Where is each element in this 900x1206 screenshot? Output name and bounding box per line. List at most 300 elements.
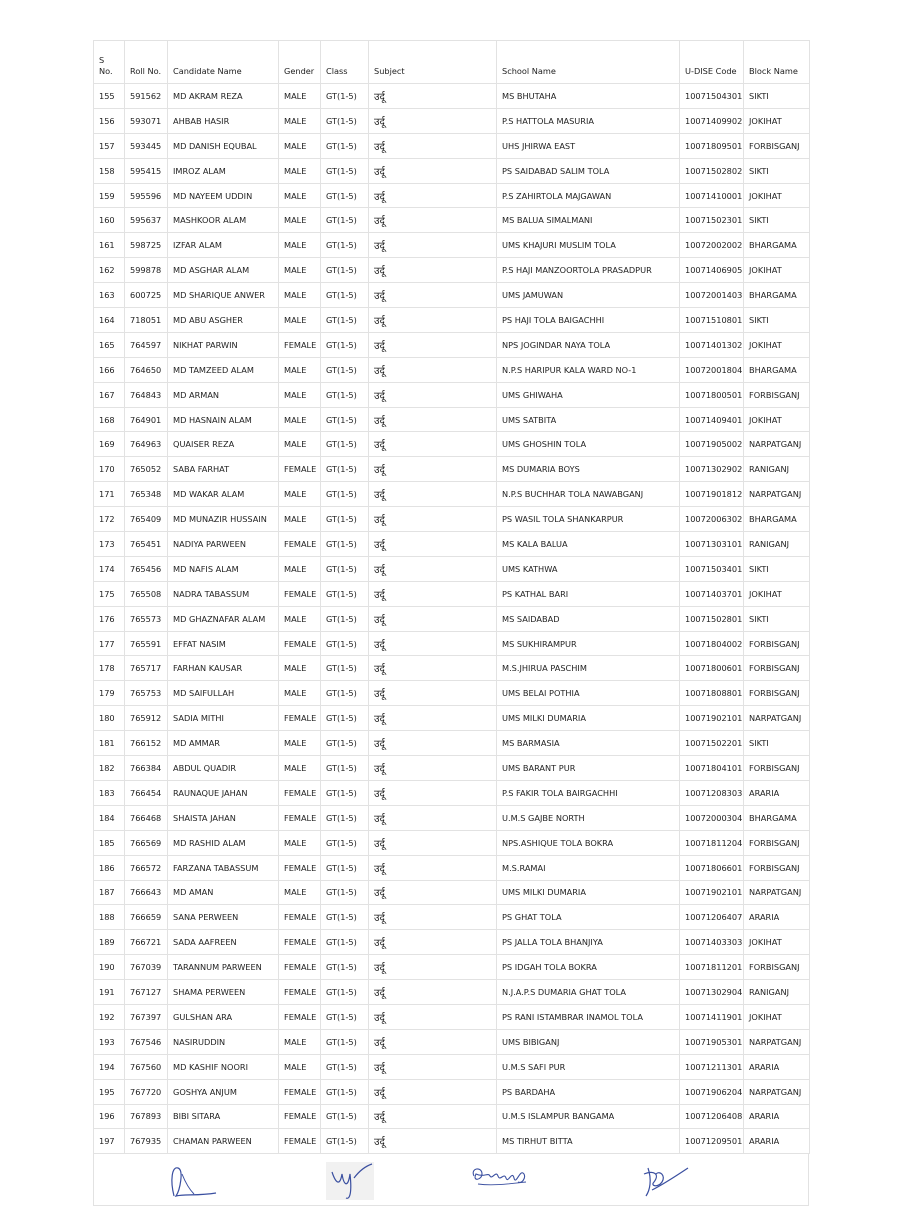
cell-roll-no: 765052 <box>125 457 168 482</box>
cell-candidate-name: MD NAFIS ALAM <box>168 556 279 581</box>
table-row <box>94 84 810 109</box>
cell-sno: 184 <box>94 805 125 830</box>
cell-sno: 158 <box>94 158 125 183</box>
cell-block-name: SIKTI <box>744 84 810 109</box>
cell-candidate-name: MD ARMAN <box>168 382 279 407</box>
cell-udise-code: 10072001403 <box>680 283 744 308</box>
cell-block-name: JOKIHAT <box>744 1004 810 1029</box>
cell-block-name: NARPATGANJ <box>744 482 810 507</box>
cell-udise-code: 10071804101 <box>680 756 744 781</box>
cell-sno: 171 <box>94 482 125 507</box>
cell-udise-code: 10071809501 <box>680 133 744 158</box>
cell-udise-code: 10071303101 <box>680 532 744 557</box>
cell-block-name: JOKIHAT <box>744 930 810 955</box>
cell-class: GT(1-5) <box>321 1004 369 1029</box>
cell-class: GT(1-5) <box>321 830 369 855</box>
signature-1-icon <box>164 1160 224 1202</box>
cell-gender: FEMALE <box>279 780 321 805</box>
cell-sno: 180 <box>94 706 125 731</box>
cell-school-name: UMS BARANT PUR <box>497 756 680 781</box>
cell-subject: उर्दू <box>369 656 497 681</box>
cell-block-name: BHARGAMA <box>744 283 810 308</box>
table-row <box>94 756 810 781</box>
cell-subject: उर्दू <box>369 332 497 357</box>
cell-class: GT(1-5) <box>321 432 369 457</box>
cell-subject: उर्दू <box>369 407 497 432</box>
cell-school-name: UMS JAMUWAN <box>497 283 680 308</box>
cell-gender: MALE <box>279 482 321 507</box>
cell-class: GT(1-5) <box>321 1054 369 1079</box>
cell-school-name: NPS.ASHIQUE TOLA BOKRA <box>497 830 680 855</box>
cell-candidate-name: FARZANA TABASSUM <box>168 855 279 880</box>
cell-class: GT(1-5) <box>321 283 369 308</box>
cell-school-name: P.S ZAHIRTOLA MAJGAWAN <box>497 183 680 208</box>
cell-sno: 170 <box>94 457 125 482</box>
cell-udise-code: 10071504301 <box>680 84 744 109</box>
cell-candidate-name: MD MUNAZIR HUSSAIN <box>168 507 279 532</box>
cell-block-name: FORBISGANJ <box>744 631 810 656</box>
table-row <box>94 407 810 432</box>
table-header-row <box>94 41 810 84</box>
header-candidate-name: Candidate Name <box>168 41 279 84</box>
cell-roll-no: 764650 <box>125 357 168 382</box>
cell-sno: 164 <box>94 308 125 333</box>
table-row <box>94 482 810 507</box>
table-row <box>94 955 810 980</box>
table-row <box>94 208 810 233</box>
cell-candidate-name: SHAISTA JAHAN <box>168 805 279 830</box>
cell-udise-code: 10072002002 <box>680 233 744 258</box>
cell-school-name: P.S HATTOLA MASURIA <box>497 108 680 133</box>
cell-subject: उर्दू <box>369 905 497 930</box>
cell-class: GT(1-5) <box>321 805 369 830</box>
table-row <box>94 681 810 706</box>
cell-udise-code: 10071502802 <box>680 158 744 183</box>
candidate-table <box>93 40 810 1154</box>
cell-subject: उर्दू <box>369 158 497 183</box>
header-roll-no: Roll No. <box>125 41 168 84</box>
cell-subject: उर्दू <box>369 556 497 581</box>
cell-school-name: UMS BELAI POTHIA <box>497 681 680 706</box>
cell-subject: उर्दू <box>369 108 497 133</box>
cell-subject: उर्दू <box>369 183 497 208</box>
cell-gender: MALE <box>279 756 321 781</box>
cell-school-name: PS RANI ISTAMBRAR INAMOL TOLA <box>497 1004 680 1029</box>
cell-school-name: MS SUKHIRAMPUR <box>497 631 680 656</box>
cell-gender: MALE <box>279 108 321 133</box>
cell-block-name: BHARGAMA <box>744 357 810 382</box>
cell-sno: 165 <box>94 332 125 357</box>
table-row <box>94 357 810 382</box>
cell-candidate-name: CHAMAN PARWEEN <box>168 1129 279 1154</box>
cell-subject: उर्दू <box>369 84 497 109</box>
cell-sno: 188 <box>94 905 125 930</box>
cell-roll-no: 766152 <box>125 731 168 756</box>
cell-sno: 191 <box>94 980 125 1005</box>
cell-roll-no: 764597 <box>125 332 168 357</box>
cell-class: GT(1-5) <box>321 905 369 930</box>
header-udise-code: U-DISE Code <box>680 41 744 84</box>
cell-class: GT(1-5) <box>321 457 369 482</box>
table-row <box>94 731 810 756</box>
table-row <box>94 382 810 407</box>
cell-gender: MALE <box>279 407 321 432</box>
cell-block-name: FORBISGANJ <box>744 955 810 980</box>
table-row <box>94 581 810 606</box>
cell-block-name: ARARIA <box>744 1104 810 1129</box>
cell-subject: उर्दू <box>369 457 497 482</box>
cell-class: GT(1-5) <box>321 1079 369 1104</box>
cell-subject: उर्दू <box>369 208 497 233</box>
cell-roll-no: 766454 <box>125 780 168 805</box>
cell-sno: 195 <box>94 1079 125 1104</box>
cell-subject: उर्दू <box>369 880 497 905</box>
header-class: Class <box>321 41 369 84</box>
cell-candidate-name: MD ASGHAR ALAM <box>168 258 279 283</box>
cell-candidate-name: MD AMAN <box>168 880 279 905</box>
cell-school-name: MS BARMASIA <box>497 731 680 756</box>
cell-gender: FEMALE <box>279 1079 321 1104</box>
cell-class: GT(1-5) <box>321 308 369 333</box>
cell-roll-no: 767039 <box>125 955 168 980</box>
cell-gender: FEMALE <box>279 855 321 880</box>
table-row <box>94 183 810 208</box>
cell-block-name: SIKTI <box>744 606 810 631</box>
cell-udise-code: 10071502301 <box>680 208 744 233</box>
cell-sno: 157 <box>94 133 125 158</box>
table-row <box>94 432 810 457</box>
cell-gender: FEMALE <box>279 1104 321 1129</box>
cell-roll-no: 765348 <box>125 482 168 507</box>
cell-candidate-name: NADIYA PARWEEN <box>168 532 279 557</box>
cell-candidate-name: MD DANISH EQUBAL <box>168 133 279 158</box>
cell-block-name: FORBISGANJ <box>744 133 810 158</box>
cell-block-name: SIKTI <box>744 158 810 183</box>
cell-roll-no: 598725 <box>125 233 168 258</box>
cell-udise-code: 10071800501 <box>680 382 744 407</box>
cell-udise-code: 10071502801 <box>680 606 744 631</box>
cell-gender: MALE <box>279 1029 321 1054</box>
cell-gender: FEMALE <box>279 905 321 930</box>
cell-udise-code: 10071806601 <box>680 855 744 880</box>
cell-sno: 160 <box>94 208 125 233</box>
cell-block-name: JOKIHAT <box>744 332 810 357</box>
cell-subject: उर्दू <box>369 681 497 706</box>
cell-gender: FEMALE <box>279 706 321 731</box>
cell-school-name: UMS KHAJURI MUSLIM TOLA <box>497 233 680 258</box>
cell-candidate-name: SADA AAFREEN <box>168 930 279 955</box>
table-row <box>94 780 810 805</box>
cell-school-name: MS BALUA SIMALMANI <box>497 208 680 233</box>
cell-school-name: UMS MILKI DUMARIA <box>497 706 680 731</box>
signature-row <box>93 1154 809 1206</box>
cell-class: GT(1-5) <box>321 955 369 980</box>
cell-roll-no: 766572 <box>125 855 168 880</box>
cell-roll-no: 593071 <box>125 108 168 133</box>
cell-gender: MALE <box>279 258 321 283</box>
cell-gender: MALE <box>279 556 321 581</box>
cell-subject: उर्दू <box>369 1079 497 1104</box>
cell-school-name: P.S FAKIR TOLA BAIRGACHHI <box>497 780 680 805</box>
cell-sno: 187 <box>94 880 125 905</box>
cell-block-name: BHARGAMA <box>744 805 810 830</box>
cell-gender: FEMALE <box>279 1129 321 1154</box>
cell-class: GT(1-5) <box>321 1029 369 1054</box>
cell-class: GT(1-5) <box>321 233 369 258</box>
cell-class: GT(1-5) <box>321 930 369 955</box>
cell-udise-code: 10071208303 <box>680 780 744 805</box>
cell-candidate-name: IZFAR ALAM <box>168 233 279 258</box>
table-row <box>94 332 810 357</box>
cell-subject: उर्दू <box>369 731 497 756</box>
cell-school-name: MS SAIDABAD <box>497 606 680 631</box>
cell-block-name: BHARGAMA <box>744 233 810 258</box>
cell-candidate-name: AHBAB HASIR <box>168 108 279 133</box>
cell-block-name: NARPATGANJ <box>744 1079 810 1104</box>
cell-udise-code: 10071211301 <box>680 1054 744 1079</box>
cell-udise-code: 10072006302 <box>680 507 744 532</box>
cell-sno: 194 <box>94 1054 125 1079</box>
cell-school-name: PS BARDAHA <box>497 1079 680 1104</box>
table-row <box>94 880 810 905</box>
cell-udise-code: 10071403701 <box>680 581 744 606</box>
cell-sno: 190 <box>94 955 125 980</box>
cell-gender: MALE <box>279 432 321 457</box>
cell-school-name: PS WASIL TOLA SHANKARPUR <box>497 507 680 532</box>
cell-gender: FEMALE <box>279 332 321 357</box>
table-row <box>94 855 810 880</box>
cell-udise-code: 10071206408 <box>680 1104 744 1129</box>
cell-class: GT(1-5) <box>321 382 369 407</box>
cell-sno: 178 <box>94 656 125 681</box>
cell-subject: उर्दू <box>369 532 497 557</box>
cell-class: GT(1-5) <box>321 880 369 905</box>
table-row <box>94 1054 810 1079</box>
cell-block-name: ARARIA <box>744 1054 810 1079</box>
cell-subject: उर्दू <box>369 855 497 880</box>
cell-sno: 174 <box>94 556 125 581</box>
cell-school-name: PS HAJI TOLA BAIGACHHI <box>497 308 680 333</box>
cell-roll-no: 766569 <box>125 830 168 855</box>
cell-class: GT(1-5) <box>321 1129 369 1154</box>
cell-gender: MALE <box>279 133 321 158</box>
cell-class: GT(1-5) <box>321 706 369 731</box>
cell-subject: उर्दू <box>369 308 497 333</box>
cell-subject: उर्दू <box>369 756 497 781</box>
cell-sno: 181 <box>94 731 125 756</box>
cell-class: GT(1-5) <box>321 332 369 357</box>
cell-sno: 155 <box>94 84 125 109</box>
table-row <box>94 532 810 557</box>
cell-candidate-name: SHAMA PERWEEN <box>168 980 279 1005</box>
cell-candidate-name: GULSHAN ARA <box>168 1004 279 1029</box>
table-row <box>94 308 810 333</box>
cell-school-name: MS KALA BALUA <box>497 532 680 557</box>
cell-class: GT(1-5) <box>321 631 369 656</box>
cell-roll-no: 764963 <box>125 432 168 457</box>
cell-class: GT(1-5) <box>321 108 369 133</box>
cell-candidate-name: IMROZ ALAM <box>168 158 279 183</box>
cell-block-name: BHARGAMA <box>744 507 810 532</box>
cell-roll-no: 767397 <box>125 1004 168 1029</box>
cell-class: GT(1-5) <box>321 855 369 880</box>
cell-class: GT(1-5) <box>321 681 369 706</box>
cell-candidate-name: TARANNUM PARWEEN <box>168 955 279 980</box>
cell-gender: MALE <box>279 880 321 905</box>
cell-subject: उर्दू <box>369 482 497 507</box>
cell-gender: FEMALE <box>279 631 321 656</box>
cell-roll-no: 593445 <box>125 133 168 158</box>
cell-class: GT(1-5) <box>321 507 369 532</box>
cell-roll-no: 766468 <box>125 805 168 830</box>
cell-block-name: RANIGANJ <box>744 457 810 482</box>
cell-sno: 196 <box>94 1104 125 1129</box>
cell-school-name: PS IDGAH TOLA BOKRA <box>497 955 680 980</box>
cell-block-name: FORBISGANJ <box>744 382 810 407</box>
cell-udise-code: 10071800601 <box>680 656 744 681</box>
table-row <box>94 805 810 830</box>
cell-gender: MALE <box>279 183 321 208</box>
cell-udise-code: 10071411901 <box>680 1004 744 1029</box>
cell-subject: उर्दू <box>369 1129 497 1154</box>
table-row <box>94 656 810 681</box>
cell-sno: 176 <box>94 606 125 631</box>
cell-candidate-name: GOSHYA ANJUM <box>168 1079 279 1104</box>
cell-gender: MALE <box>279 1054 321 1079</box>
header-subject: Subject <box>369 41 497 84</box>
cell-school-name: MS BHUTAHA <box>497 84 680 109</box>
cell-sno: 177 <box>94 631 125 656</box>
cell-sno: 186 <box>94 855 125 880</box>
cell-sno: 168 <box>94 407 125 432</box>
cell-candidate-name: MD AMMAR <box>168 731 279 756</box>
cell-block-name: FORBISGANJ <box>744 756 810 781</box>
cell-school-name: PS SAIDABAD SALIM TOLA <box>497 158 680 183</box>
table-row <box>94 606 810 631</box>
cell-roll-no: 766659 <box>125 905 168 930</box>
cell-gender: FEMALE <box>279 955 321 980</box>
cell-subject: उर्दू <box>369 283 497 308</box>
cell-roll-no: 765717 <box>125 656 168 681</box>
cell-subject: उर्दू <box>369 507 497 532</box>
cell-roll-no: 767560 <box>125 1054 168 1079</box>
cell-class: GT(1-5) <box>321 158 369 183</box>
cell-udise-code: 10071302904 <box>680 980 744 1005</box>
cell-school-name: PS KATHAL BARI <box>497 581 680 606</box>
cell-class: GT(1-5) <box>321 532 369 557</box>
table-row <box>94 1129 810 1154</box>
cell-block-name: NARPATGANJ <box>744 880 810 905</box>
cell-udise-code: 10071209501 <box>680 1129 744 1154</box>
cell-subject: उर्दू <box>369 432 497 457</box>
cell-udise-code: 10071403303 <box>680 930 744 955</box>
cell-gender: FEMALE <box>279 532 321 557</box>
cell-block-name: JOKIHAT <box>744 258 810 283</box>
cell-sno: 166 <box>94 357 125 382</box>
cell-gender: MALE <box>279 731 321 756</box>
cell-roll-no: 767935 <box>125 1129 168 1154</box>
cell-candidate-name: MD ABU ASGHER <box>168 308 279 333</box>
cell-candidate-name: MD AKRAM REZA <box>168 84 279 109</box>
cell-candidate-name: MD NAYEEM UDDIN <box>168 183 279 208</box>
cell-udise-code: 10071410001 <box>680 183 744 208</box>
cell-udise-code: 10071811201 <box>680 955 744 980</box>
cell-sno: 167 <box>94 382 125 407</box>
cell-roll-no: 600725 <box>125 283 168 308</box>
cell-udise-code: 10071905301 <box>680 1029 744 1054</box>
cell-udise-code: 10071902101 <box>680 706 744 731</box>
cell-subject: उर्दू <box>369 805 497 830</box>
cell-candidate-name: MD HASNAIN ALAM <box>168 407 279 432</box>
cell-class: GT(1-5) <box>321 656 369 681</box>
cell-sno: 197 <box>94 1129 125 1154</box>
cell-school-name: PS GHAT TOLA <box>497 905 680 930</box>
table-row <box>94 233 810 258</box>
cell-school-name: N.P.S HARIPUR KALA WARD NO-1 <box>497 357 680 382</box>
cell-gender: MALE <box>279 357 321 382</box>
cell-roll-no: 595637 <box>125 208 168 233</box>
cell-roll-no: 766721 <box>125 930 168 955</box>
cell-subject: उर्दू <box>369 581 497 606</box>
cell-gender: MALE <box>279 158 321 183</box>
cell-subject: उर्दू <box>369 382 497 407</box>
cell-class: GT(1-5) <box>321 1104 369 1129</box>
cell-udise-code: 10071804002 <box>680 631 744 656</box>
cell-subject: उर्दू <box>369 1004 497 1029</box>
cell-subject: उर्दू <box>369 780 497 805</box>
header-sno: S No. <box>94 41 125 84</box>
cell-candidate-name: MD TAMZEED ALAM <box>168 357 279 382</box>
cell-candidate-name: EFFAT NASIM <box>168 631 279 656</box>
cell-block-name: FORBISGANJ <box>744 681 810 706</box>
cell-subject: उर्दू <box>369 233 497 258</box>
cell-roll-no: 766643 <box>125 880 168 905</box>
cell-gender: MALE <box>279 606 321 631</box>
cell-class: GT(1-5) <box>321 357 369 382</box>
cell-roll-no: 767720 <box>125 1079 168 1104</box>
cell-sno: 192 <box>94 1004 125 1029</box>
cell-subject: उर्दू <box>369 1104 497 1129</box>
cell-roll-no: 766384 <box>125 756 168 781</box>
cell-roll-no: 767893 <box>125 1104 168 1129</box>
cell-gender: FEMALE <box>279 805 321 830</box>
cell-school-name: UHS JHIRWA EAST <box>497 133 680 158</box>
cell-sno: 185 <box>94 830 125 855</box>
cell-udise-code: 10071401302 <box>680 332 744 357</box>
cell-udise-code: 10071409902 <box>680 108 744 133</box>
cell-gender: FEMALE <box>279 1004 321 1029</box>
cell-udise-code: 10071902101 <box>680 880 744 905</box>
cell-gender: FEMALE <box>279 457 321 482</box>
cell-school-name: N.P.S BUCHHAR TOLA NAWABGANJ <box>497 482 680 507</box>
cell-sno: 183 <box>94 780 125 805</box>
cell-candidate-name: MASHKOOR ALAM <box>168 208 279 233</box>
cell-block-name: NARPATGANJ <box>744 432 810 457</box>
cell-block-name: NARPATGANJ <box>744 1029 810 1054</box>
cell-roll-no: 765591 <box>125 631 168 656</box>
cell-udise-code: 10071808801 <box>680 681 744 706</box>
cell-roll-no: 765573 <box>125 606 168 631</box>
cell-udise-code: 10071302902 <box>680 457 744 482</box>
cell-block-name: NARPATGANJ <box>744 706 810 731</box>
cell-gender: MALE <box>279 656 321 681</box>
signature-2-icon <box>326 1160 376 1202</box>
document-page <box>93 40 809 1206</box>
cell-school-name: M.S.RAMAI <box>497 855 680 880</box>
cell-block-name: ARARIA <box>744 780 810 805</box>
cell-class: GT(1-5) <box>321 581 369 606</box>
table-row <box>94 258 810 283</box>
